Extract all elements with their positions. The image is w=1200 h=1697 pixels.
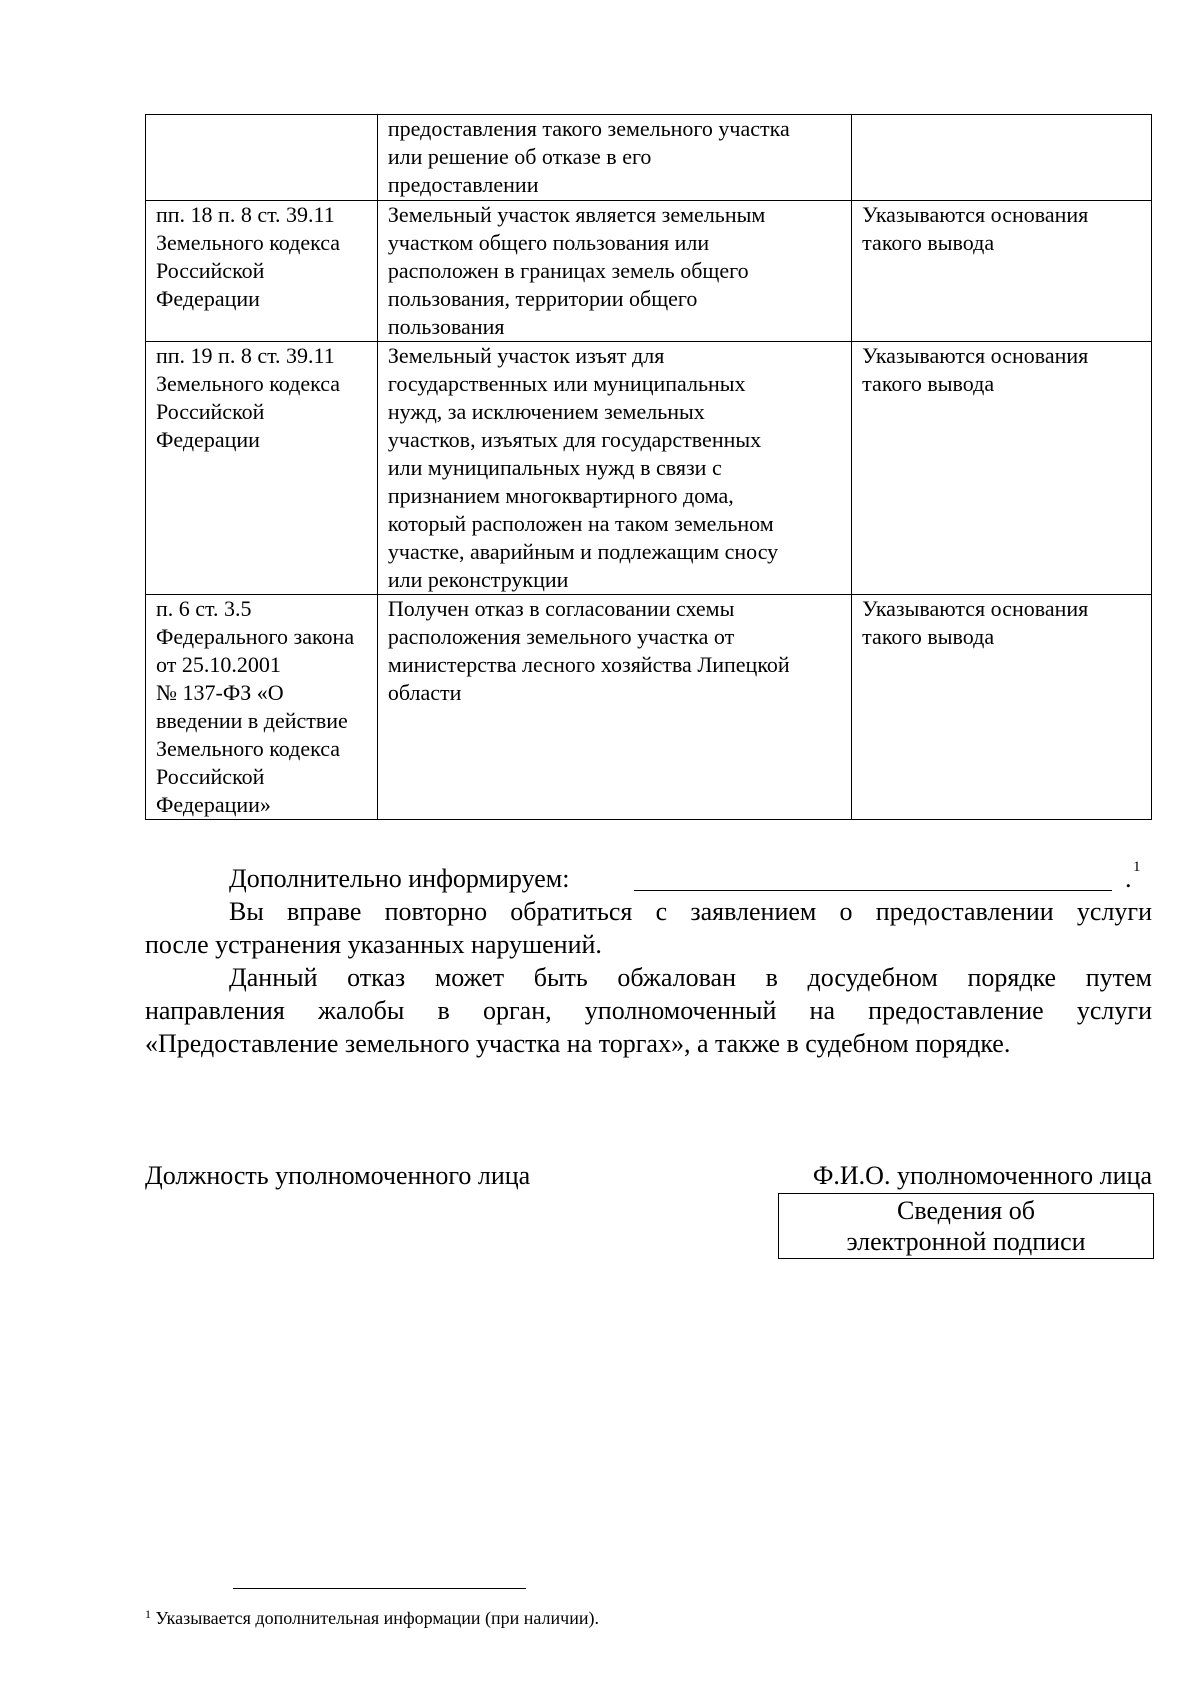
footnote-number: 1 xyxy=(145,1607,151,1621)
cell-text-line: или муниципальных нужд в связи с xyxy=(387,455,722,480)
cell-text-line: введении в действие xyxy=(156,708,348,733)
electronic-signature-box xyxy=(778,1193,1154,1259)
cell-text-line: Федерального закона xyxy=(156,624,355,649)
cell-text-line: расположен в границах земель общего xyxy=(387,258,749,283)
paragraph-line: Данный отказ может быть обжалован в досудебном порядке путем xyxy=(229,963,1152,992)
cell-text-line: признанием многоквартирного дома, xyxy=(387,483,734,508)
cell-text-line: такого вывода xyxy=(862,624,995,649)
cell-text-line: пользования xyxy=(387,314,505,339)
cell-text-line: Федерации xyxy=(156,427,260,452)
esign-line: электронной подписи xyxy=(846,1227,1086,1256)
cell-text-line: такого вывода xyxy=(862,371,995,396)
cell-text-line: участке, аварийным и подлежащим сносу xyxy=(387,539,779,564)
paragraph-repeat-request xyxy=(145,895,1152,961)
cell-text-line: участков, изъятых для государственных xyxy=(387,427,762,452)
cell-text-line: пп. 19 п. 8 ст. 39.11 xyxy=(156,343,335,368)
refusal-grounds-table xyxy=(145,114,1152,820)
additional-info-label: Дополнительно информируем: xyxy=(229,864,570,893)
explanation-cell xyxy=(852,201,1152,342)
cell-text-line: п. 6 ст. 3.5 xyxy=(156,596,252,621)
explanation-cell xyxy=(852,115,1152,201)
cell-text-line: Федерации xyxy=(156,286,260,311)
cell-text-line: расположения земельного участка от xyxy=(387,624,735,649)
cell-text-line: предоставлении xyxy=(387,172,539,197)
cell-text-line: Указываются основания xyxy=(862,343,1089,368)
refusal-reason-cell xyxy=(377,115,851,201)
table-row xyxy=(146,115,1152,201)
paragraph-appeal xyxy=(145,961,1152,1060)
cell-text-line: Земельного кодекса xyxy=(156,736,341,761)
table-row xyxy=(146,342,1152,595)
cell-text-line: Земельный участок изъят для xyxy=(387,343,665,368)
legal-basis-cell xyxy=(146,201,378,342)
cell-text-line: Земельного кодекса xyxy=(156,230,341,255)
paragraph-line: направления жалобы в орган, уполномоченный на предоставление услуги xyxy=(145,996,1152,1025)
cell-text-line: Указываются основания xyxy=(862,596,1089,621)
cell-text-line: Российской xyxy=(156,399,265,424)
paragraph-line: после устранения указанных нарушений. xyxy=(145,930,602,959)
cell-text-line: министерства лесного хозяйства Липецкой xyxy=(387,652,790,677)
legal-basis-cell xyxy=(146,595,378,820)
cell-text-line: нужд, за исключением земельных xyxy=(387,399,705,424)
cell-text-line: предоставления такого земельного участка xyxy=(387,116,790,141)
cell-text-line: Земельного кодекса xyxy=(156,371,341,396)
paragraph-line: «Предоставление земельного участка на торгах», а также в судебном порядке. xyxy=(145,1029,1011,1058)
cell-text-line: такого вывода xyxy=(862,230,995,255)
cell-text-line: или реконструкции xyxy=(387,567,569,592)
cell-text-line: № 137-ФЗ «О xyxy=(156,680,284,705)
cell-text-line: пользования, территории общего xyxy=(387,286,698,311)
cell-text-line: Земельный участок является земельным xyxy=(387,202,766,227)
refusal-reason-cell xyxy=(377,342,851,595)
table-row xyxy=(146,595,1152,820)
cell-text-line: участком общего пользования или xyxy=(387,230,710,255)
explanation-cell xyxy=(852,595,1152,820)
additional-info-blank-line xyxy=(634,862,1112,891)
official-name-label: Ф.И.О. уполномоченного лица xyxy=(812,1161,1152,1190)
cell-text-line: государственных или муниципальных xyxy=(387,371,746,396)
table-row xyxy=(146,201,1152,342)
legal-basis-cell xyxy=(146,115,378,201)
refusal-reason-cell xyxy=(377,201,851,342)
footnote xyxy=(145,1603,599,1629)
footnote-separator xyxy=(233,1588,526,1589)
paragraph-line: Вы вправе повторно обратиться с заявлением о предоставлении услуги xyxy=(229,897,1152,926)
table-body xyxy=(146,115,1152,820)
cell-text-line: который расположен на таком земельном xyxy=(387,511,774,536)
cell-text-line: области xyxy=(387,680,462,705)
cell-text-line: Российской xyxy=(156,764,265,789)
esign-line: Сведения об xyxy=(897,1196,1035,1225)
cell-text-line: от 25.10.2001 xyxy=(156,652,281,677)
additional-info-dot: . xyxy=(1125,864,1132,893)
refusal-reason-cell xyxy=(377,595,851,820)
footnote-reference: 1 xyxy=(1133,859,1141,875)
cell-text-line: пп. 18 п. 8 ст. 39.11 xyxy=(156,202,335,227)
official-position-label: Должность уполномоченного лица xyxy=(145,1161,531,1190)
cell-text-line: Получен отказ в согласовании схемы xyxy=(387,596,735,621)
cell-text-line: или решение об отказе в его xyxy=(387,144,652,169)
footnote-text: Указывается дополнительная информации (при наличии). xyxy=(151,1608,599,1628)
explanation-cell xyxy=(852,342,1152,595)
legal-basis-cell xyxy=(146,342,378,595)
cell-text-line: Указываются основания xyxy=(862,202,1089,227)
cell-text-line: Федерации» xyxy=(156,792,271,817)
cell-text-line: Российской xyxy=(156,258,265,283)
